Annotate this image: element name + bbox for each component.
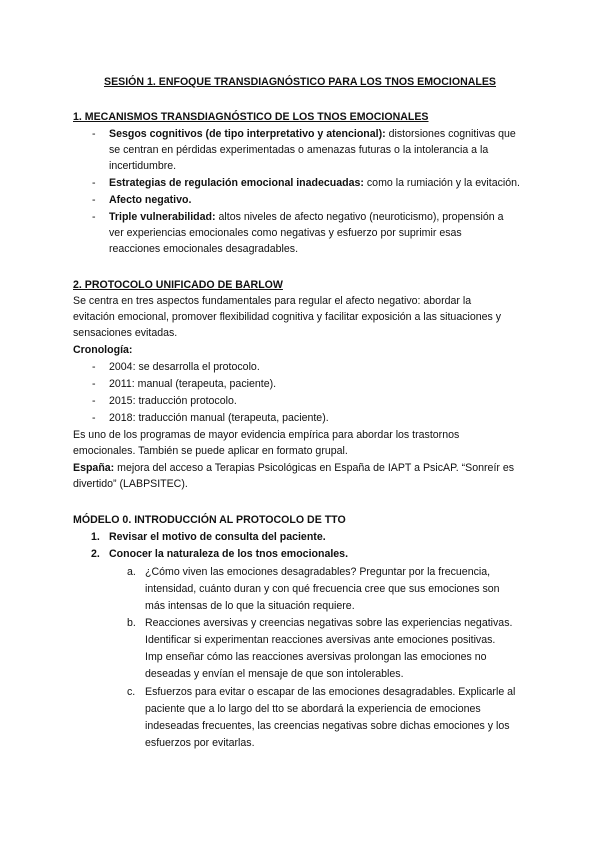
s1-bullet-1	[109, 127, 516, 141]
bullet-dash: -	[92, 211, 96, 223]
s2-spain-l2: divertido” (LABPSITEC).	[73, 478, 188, 490]
s2-e1: Es uno de los programas de mayor evidencia empírica para abordar los trastornos	[73, 429, 460, 441]
letter-a: a.	[127, 566, 136, 578]
letter-c: c.	[127, 686, 136, 698]
crono-item-2: 2011: manual (terapeuta, paciente).	[109, 378, 277, 390]
crono-item-4: 2018: traducción manual (terapeuta, paciente).	[109, 412, 329, 424]
cronologia-label: Cronología:	[73, 344, 133, 356]
bullet-dash: -	[92, 128, 96, 140]
section-2-heading: 2. PROTOCOLO UNIFICADO DE BARLOW	[73, 279, 283, 291]
letter-b: b.	[127, 617, 136, 629]
m0-c-l3: indeseadas frecuentes, las creencias negativas sobre dichas emociones y los	[145, 720, 510, 732]
s1-b1-l2: se centran en pérdidas experimentadas o amenazas futuras o la intolerancia a la	[109, 144, 489, 156]
s1-bullet-3: Afecto negativo.	[109, 194, 192, 206]
s1-b4-l2: ver experiencias emocionales como negativas y esfuerzo por suprimir esas	[109, 227, 462, 239]
s1-bullet-4	[109, 210, 504, 224]
bullet-dash: -	[92, 395, 96, 407]
bullet-dash: -	[92, 177, 96, 189]
m0-item-1: Revisar el motivo de consulta del paciente.	[109, 531, 326, 543]
s2-p2: evitación emocional, promover flexibilidad cognitiva y facilitar exposición a las situaciones y	[73, 311, 502, 323]
m0-c-l2: paciente que a lo largo del tto se abordará la experiencia de emociones	[145, 703, 481, 715]
s1-bullet-2	[109, 176, 520, 190]
module-0-heading: MÓDELO 0. INTRODUCCIÓN AL PROTOCOLO DE TTO	[73, 514, 346, 526]
s1-b4-bold: Triple vulnerabilidad:	[109, 211, 216, 223]
s1-b1-l3: incertidumbre.	[109, 160, 177, 172]
m0-item-2: Conocer la naturaleza de los tnos emocionales.	[109, 548, 349, 560]
m0-b-l1: Reacciones aversivas y creencias negativas sobre las experiencias negativas.	[145, 617, 513, 629]
s2-p1: Se centra en tres aspectos fundamentales para regular el afecto negativo: abordar la	[73, 295, 472, 307]
crono-item-1: 2004: se desarrolla el protocolo.	[109, 361, 260, 373]
s1-b4-l1: altos niveles de afecto negativo (neuroticismo), propensión a	[215, 211, 504, 223]
bullet-dash: -	[92, 412, 96, 424]
m0-a-l2: intensidad, cuánto duran y con qué frecuencia cree que sus emociones son	[145, 583, 500, 595]
spain-l1: mejora del acceso a Terapias Psicológicas en España de IAPT a PsicAP. “Sonreír es	[114, 462, 515, 474]
item-number-1: 1.	[91, 531, 100, 543]
bullet-dash: -	[92, 378, 96, 390]
s1-b4-l3: reacciones emocionales desagradables.	[109, 243, 299, 255]
s2-e2: emocionales. También se puede aplicar en formato grupal.	[73, 445, 348, 457]
s2-p3: sensaciones evitadas.	[73, 327, 178, 339]
crono-item-3: 2015: traducción protocolo.	[109, 395, 237, 407]
m0-b-l3: Imp enseñar cómo las reacciones aversivas prolongan las emociones no	[145, 651, 487, 663]
bullet-dash: -	[92, 194, 96, 206]
m0-b-l4: deseadas y envían el mensaje de que son intolerables.	[145, 668, 404, 680]
bullet-dash: -	[92, 361, 96, 373]
m0-a-l1: ¿Cómo viven las emociones desagradables? Preguntar por la frecuencia,	[145, 566, 491, 578]
m0-a-l3: más intensas de lo que la situación requiere.	[145, 600, 355, 612]
spain-bold: España:	[73, 462, 115, 474]
section-1-heading: 1. MECANISMOS TRANSDIAGNÓSTICO DE LOS TNOS EMOCIONALES	[73, 111, 429, 123]
s1-b1-bold: Sesgos cognitivos (de tipo interpretativo y atencional):	[109, 128, 386, 140]
s1-b1-l1: distorsiones cognitivas que	[385, 128, 516, 140]
m0-b-l2: Identificar si experimentan reacciones aversivas ante emociones positivas.	[145, 634, 496, 646]
m0-c-l1: Esfuerzos para evitar o escapar de las emociones desagradables. Explicarle al	[145, 686, 516, 698]
s1-b2-l1: como la rumiación y la evitación.	[363, 177, 520, 189]
s1-b2-bold: Estrategias de regulación emocional inadecuadas:	[109, 177, 364, 189]
s2-spain	[73, 461, 514, 475]
page-title: SESIÓN 1. ENFOQUE TRANSDIAGNÓSTICO PARA LOS TNOS EMOCIONALES	[104, 76, 496, 88]
item-number-2: 2.	[91, 548, 100, 560]
m0-c-l4: esfuerzos por evitarlas.	[145, 737, 255, 749]
